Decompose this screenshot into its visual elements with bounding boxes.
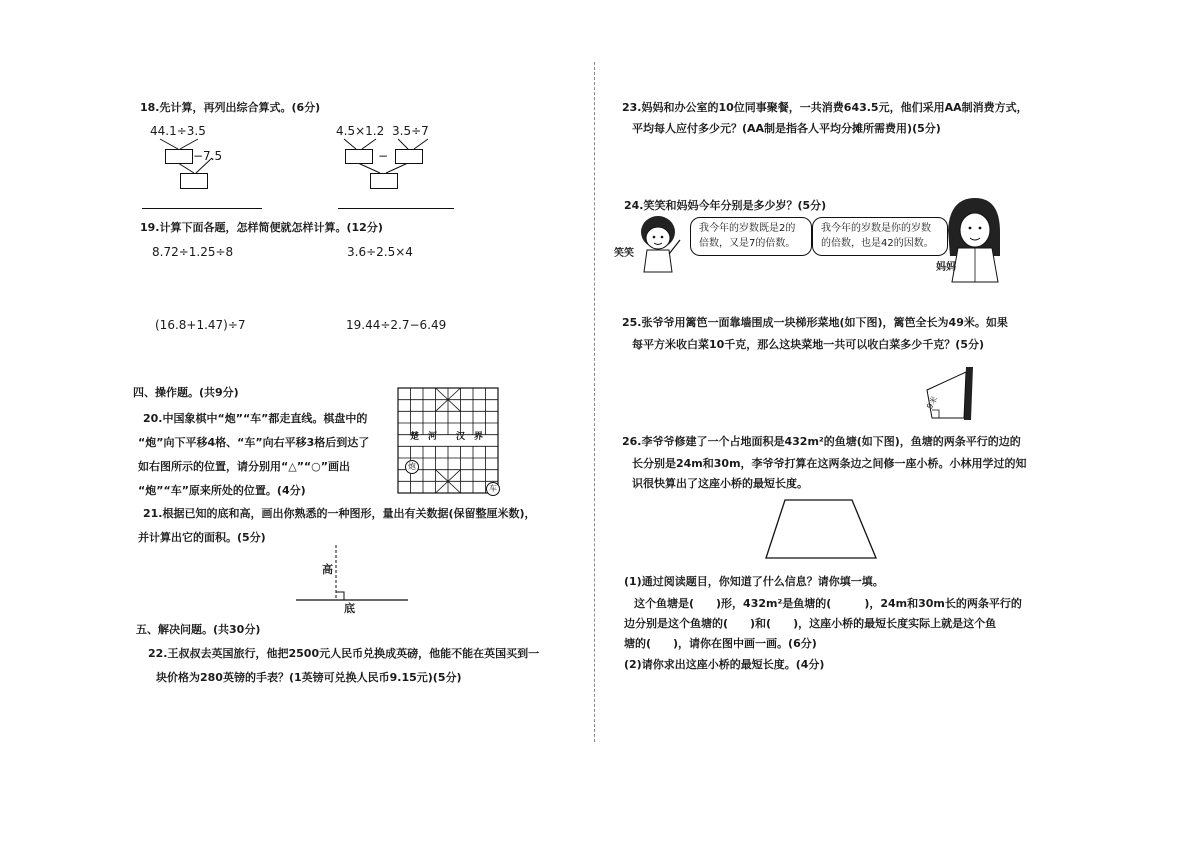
q24-name-xiaoxiao: 笑笑	[614, 248, 634, 259]
q24-name-mama: 妈妈	[936, 262, 956, 273]
q20-line-4: “炮”“车”原来所处的位置。(4分)	[138, 484, 306, 497]
q26-fill-line-3[interactable]: 塘的( )，请你在图中画一画。(6分)	[624, 637, 817, 650]
chess-river-right: 汉 界	[456, 432, 484, 442]
q19-expression-2: 3.6÷2.5×4	[347, 245, 413, 259]
q24-bubble-right: 我今年的岁数是你的岁数的倍数，也是42的因数。	[812, 217, 948, 256]
q26-sub-question-2: (2)请你求出这座小桥的最短长度。(4分)	[624, 658, 825, 671]
q18-b-answer-box-3[interactable]	[370, 173, 398, 189]
chess-river-left: 楚 河	[410, 432, 438, 442]
q21-line-2: 并计算出它的面积。(5分)	[138, 531, 266, 544]
q19-expression-4: 19.44÷2.7−6.49	[346, 318, 447, 332]
section-4-title: 四、操作题。(共9分)	[133, 386, 239, 399]
q18-b-minus-sign: −	[378, 149, 389, 163]
section-5-title: 五、解决问题。(共30分)	[136, 623, 261, 636]
chess-piece-che[interactable]: 车	[486, 482, 500, 496]
q18-b-left-expression: 4.5×1.2	[336, 124, 385, 138]
q18-b-right-expression: 3.5÷7	[392, 124, 429, 138]
q21-line-1: 21.根据已知的底和高，画出你熟悉的一种图形，量出有关数据(保留整厘米数)，	[143, 507, 536, 520]
q19-expression-1: 8.72÷1.25÷8	[152, 245, 234, 259]
q19-expression-3: (16.8+1.47)÷7	[155, 318, 246, 332]
q24-title: 24.笑笑和妈妈今年分别是多少岁？(5分)	[624, 199, 827, 212]
q20-line-1: 20.中国象棋中“炮”“车”都走直线。棋盘中的	[143, 412, 368, 425]
q18-a-minus-term: −7.5	[193, 149, 223, 163]
q18-b-answer-box-2[interactable]	[395, 149, 423, 164]
q18-a-answer-line[interactable]	[142, 208, 262, 209]
q20-line-3: 如右图所示的位置，请分别用“△”“○”画出	[138, 460, 350, 473]
q26-fill-line-1[interactable]: 这个鱼塘是( )形，432m²是鱼塘的( )，24m和30m长的两条平行的	[634, 597, 1022, 610]
q18-a-expression: 44.1÷3.5	[150, 124, 206, 138]
q24-bubble-left: 我今年的岁数既是2的倍数，又是7的倍数。	[690, 217, 812, 256]
q23-line-1: 23.妈妈和办公室的10位同事聚餐，一共消费643.5元，他们采用AA制消费方式，	[622, 101, 1028, 114]
q22-line-1: 22.王叔叔去英国旅行，他把2500元人民币兑换成英磅，他能不能在英国买到一	[148, 647, 540, 660]
q25-line-2: 每平方米收白菜10千克，那么这块菜地一共可以收白菜多少千克？(5分)	[632, 338, 985, 351]
q25-figure-label: 9米	[925, 394, 940, 411]
q26-sub-question-1: (1)通过阅读题目，你知道了什么信息？请你填一填。	[624, 575, 884, 588]
q26-fish-pond-trapezoid[interactable]	[0, 0, 10, 10]
chess-piece-pao[interactable]: 炮	[405, 460, 419, 474]
q22-line-2: 块价格为280英镑的手表？(1英镑可兑换人民币9.15元)(5分)	[156, 671, 462, 684]
q18-b-answer-box-1[interactable]	[345, 149, 373, 164]
q20-line-2: “炮”向下平移4格、“车”向右平移3格后到达了	[138, 436, 370, 449]
q18-b-answer-line[interactable]	[338, 208, 454, 209]
page-divider	[594, 62, 595, 742]
q26-line-2: 长分别是24m和30m，李爷爷打算在这两条边之间修一座小桥。小林用学过的知	[632, 457, 1027, 470]
q21-height-label: 高	[322, 563, 333, 576]
q26-line-1: 26.李爷爷修建了一个占地面积是432m²的鱼塘(如下图)，鱼塘的两条平行的边的	[622, 435, 1021, 448]
q18-title: 18.先计算，再列出综合算式。(6分)	[140, 101, 321, 114]
q26-line-3: 识很快算出了这座小桥的最短长度。	[632, 477, 808, 490]
q18-a-answer-box-1[interactable]	[165, 149, 193, 164]
q18-a-answer-box-2[interactable]	[180, 173, 208, 189]
q23-line-2: 平均每人应付多少元？(AA制是指各人平均分摊所需费用)(5分)	[632, 122, 941, 135]
q19-title: 19.计算下面各题，怎样简便就怎样计算。(12分)	[140, 221, 383, 234]
q26-fill-line-2[interactable]: 边分别是这个鱼塘的( )和( )，这座小桥的最短长度实际上就是这个鱼	[624, 617, 997, 630]
q25-line-1: 25.张爷爷用篱笆一面靠墙围成一块梯形菜地(如下图)，篱笆全长为49米。如果	[622, 316, 1008, 329]
q21-base-label: 底	[344, 602, 355, 615]
